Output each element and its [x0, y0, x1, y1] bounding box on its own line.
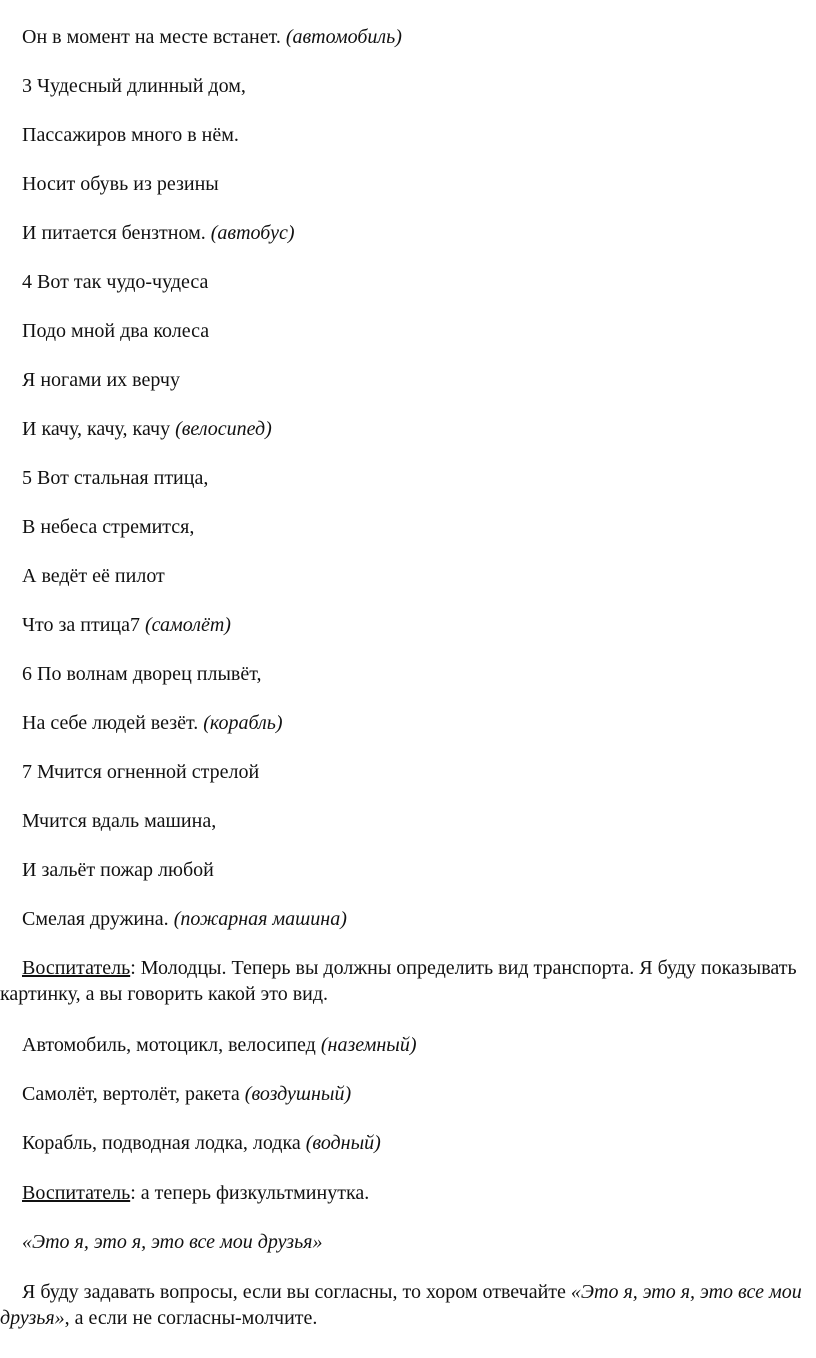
answer-text: (велосипед) [175, 418, 272, 440]
answer-text: (водный) [305, 1132, 381, 1154]
poem-line-3: Пассажиров много в нём. [22, 124, 239, 146]
poem-line-8: Я ногами их верчу [22, 369, 180, 391]
poem-line-12: А ведёт её пилот [22, 565, 165, 587]
poem-line-11: В небеса стремится, [22, 516, 195, 538]
poem-line-6: 4 Вот так чудо-чудеса [22, 271, 209, 293]
answer-text: (автомобиль) [285, 26, 402, 48]
answer-text: (автобус) [210, 222, 295, 244]
teacher-role-label: Воспитатель [22, 1182, 131, 1204]
answer-text: (наземный) [320, 1034, 417, 1056]
final-paragraph: Я буду задавать вопросы, если вы согласны, то хором отвечайте «Это я, это я, это все мои друзья», а если не согласны-молчите. [0, 1281, 802, 1329]
poem-line-16: 7 Мчится огненной стрелой [22, 761, 260, 783]
poem-line-14: 6 По волнам дворец плывёт, [22, 663, 262, 685]
poem-line-17: Мчится вдаль машина, [22, 810, 217, 832]
poem-line-1: Он в момент на месте встанет. (автомобиль) [22, 26, 402, 48]
answer-text: (корабль) [203, 712, 283, 734]
teacher-paragraph: Воспитатель: Молодцы. Теперь вы должны определить вид транспорта. Я буду показывать картинку, а вы говорить какой это вид. [0, 957, 797, 1005]
answer-text: (пожарная машина) [173, 908, 347, 930]
transport-line-2: Самолёт, вертолёт, ракета (воздушный) [22, 1083, 352, 1105]
answer-text: (воздушный) [244, 1083, 352, 1105]
poem-line-5: И питается бензтном. (автобус) [22, 222, 295, 244]
poem-line-7: Подо мной два колеса [22, 320, 210, 342]
poem-line-9: И качу, качу, качу (велосипед) [22, 418, 272, 440]
answer-text: (самолёт) [144, 614, 231, 636]
game-title: «Это я, это я, это все мои друзья» [22, 1231, 323, 1253]
transport-line-1: Автомобиль, мотоцикл, велосипед (наземный) [22, 1034, 417, 1056]
poem-line-10: 5 Вот стальная птица, [22, 467, 209, 489]
teacher-role-label: Воспитатель [22, 957, 131, 979]
poem-line-18: И зальёт пожар любой [22, 859, 214, 881]
poem-line-4: Носит обувь из резины [22, 173, 219, 195]
poem-line-15: На себе людей везёт. (корабль) [22, 712, 283, 734]
teacher-line-2: Воспитатель: а теперь физкультминутка. [22, 1182, 370, 1204]
poem-line-19: Смелая дружина. (пожарная машина) [22, 908, 347, 930]
transport-line-3: Корабль, подводная лодка, лодка (водный) [22, 1132, 381, 1154]
poem-line-13: Что за птица7 (самолёт) [22, 614, 231, 636]
poem-line-2: 3 Чудесный длинный дом, [22, 75, 246, 97]
